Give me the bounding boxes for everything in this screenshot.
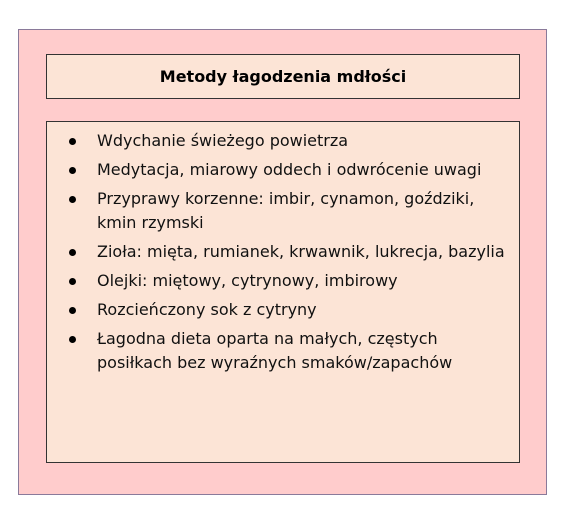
- list-item-text: Rozcieńczony sok z cytryny: [97, 300, 317, 319]
- list-item-text: Łagodna dieta oparta na małych, częstych posiłkach bez wyraźnych smaków/zapachów: [97, 329, 453, 372]
- methods-list: [47, 129, 519, 380]
- list-item-text: Olejki: miętowy, cytrynowy, imbirowy: [97, 271, 398, 290]
- bullet-icon: [69, 196, 76, 203]
- bullet-icon: [69, 167, 76, 174]
- list-item-text: Wdychanie świeżego powietrza: [97, 131, 349, 150]
- list-item: [47, 269, 519, 293]
- title-box: [46, 54, 520, 99]
- list-item: [47, 129, 519, 153]
- list-item: [47, 327, 519, 375]
- list-item-text: Zioła: mięta, rumianek, krwawnik, lukrecja, bazylia: [97, 242, 505, 261]
- bullet-icon: [69, 138, 76, 145]
- bullet-icon: [69, 249, 76, 256]
- methods-list-box: [46, 121, 520, 463]
- list-item: [47, 187, 519, 235]
- document-title: Metody łagodzenia mdłości: [159, 67, 407, 86]
- list-item: [47, 298, 519, 322]
- bullet-icon: [69, 336, 76, 343]
- list-item: [47, 158, 519, 182]
- list-item-text: Przyprawy korzenne: imbir, cynamon, goździki, kmin rzymski: [97, 189, 475, 232]
- bullet-icon: [69, 278, 76, 285]
- list-item: [47, 240, 519, 264]
- bullet-icon: [69, 307, 76, 314]
- list-item-text: Medytacja, miarowy oddech i odwrócenie uwagi: [97, 160, 482, 179]
